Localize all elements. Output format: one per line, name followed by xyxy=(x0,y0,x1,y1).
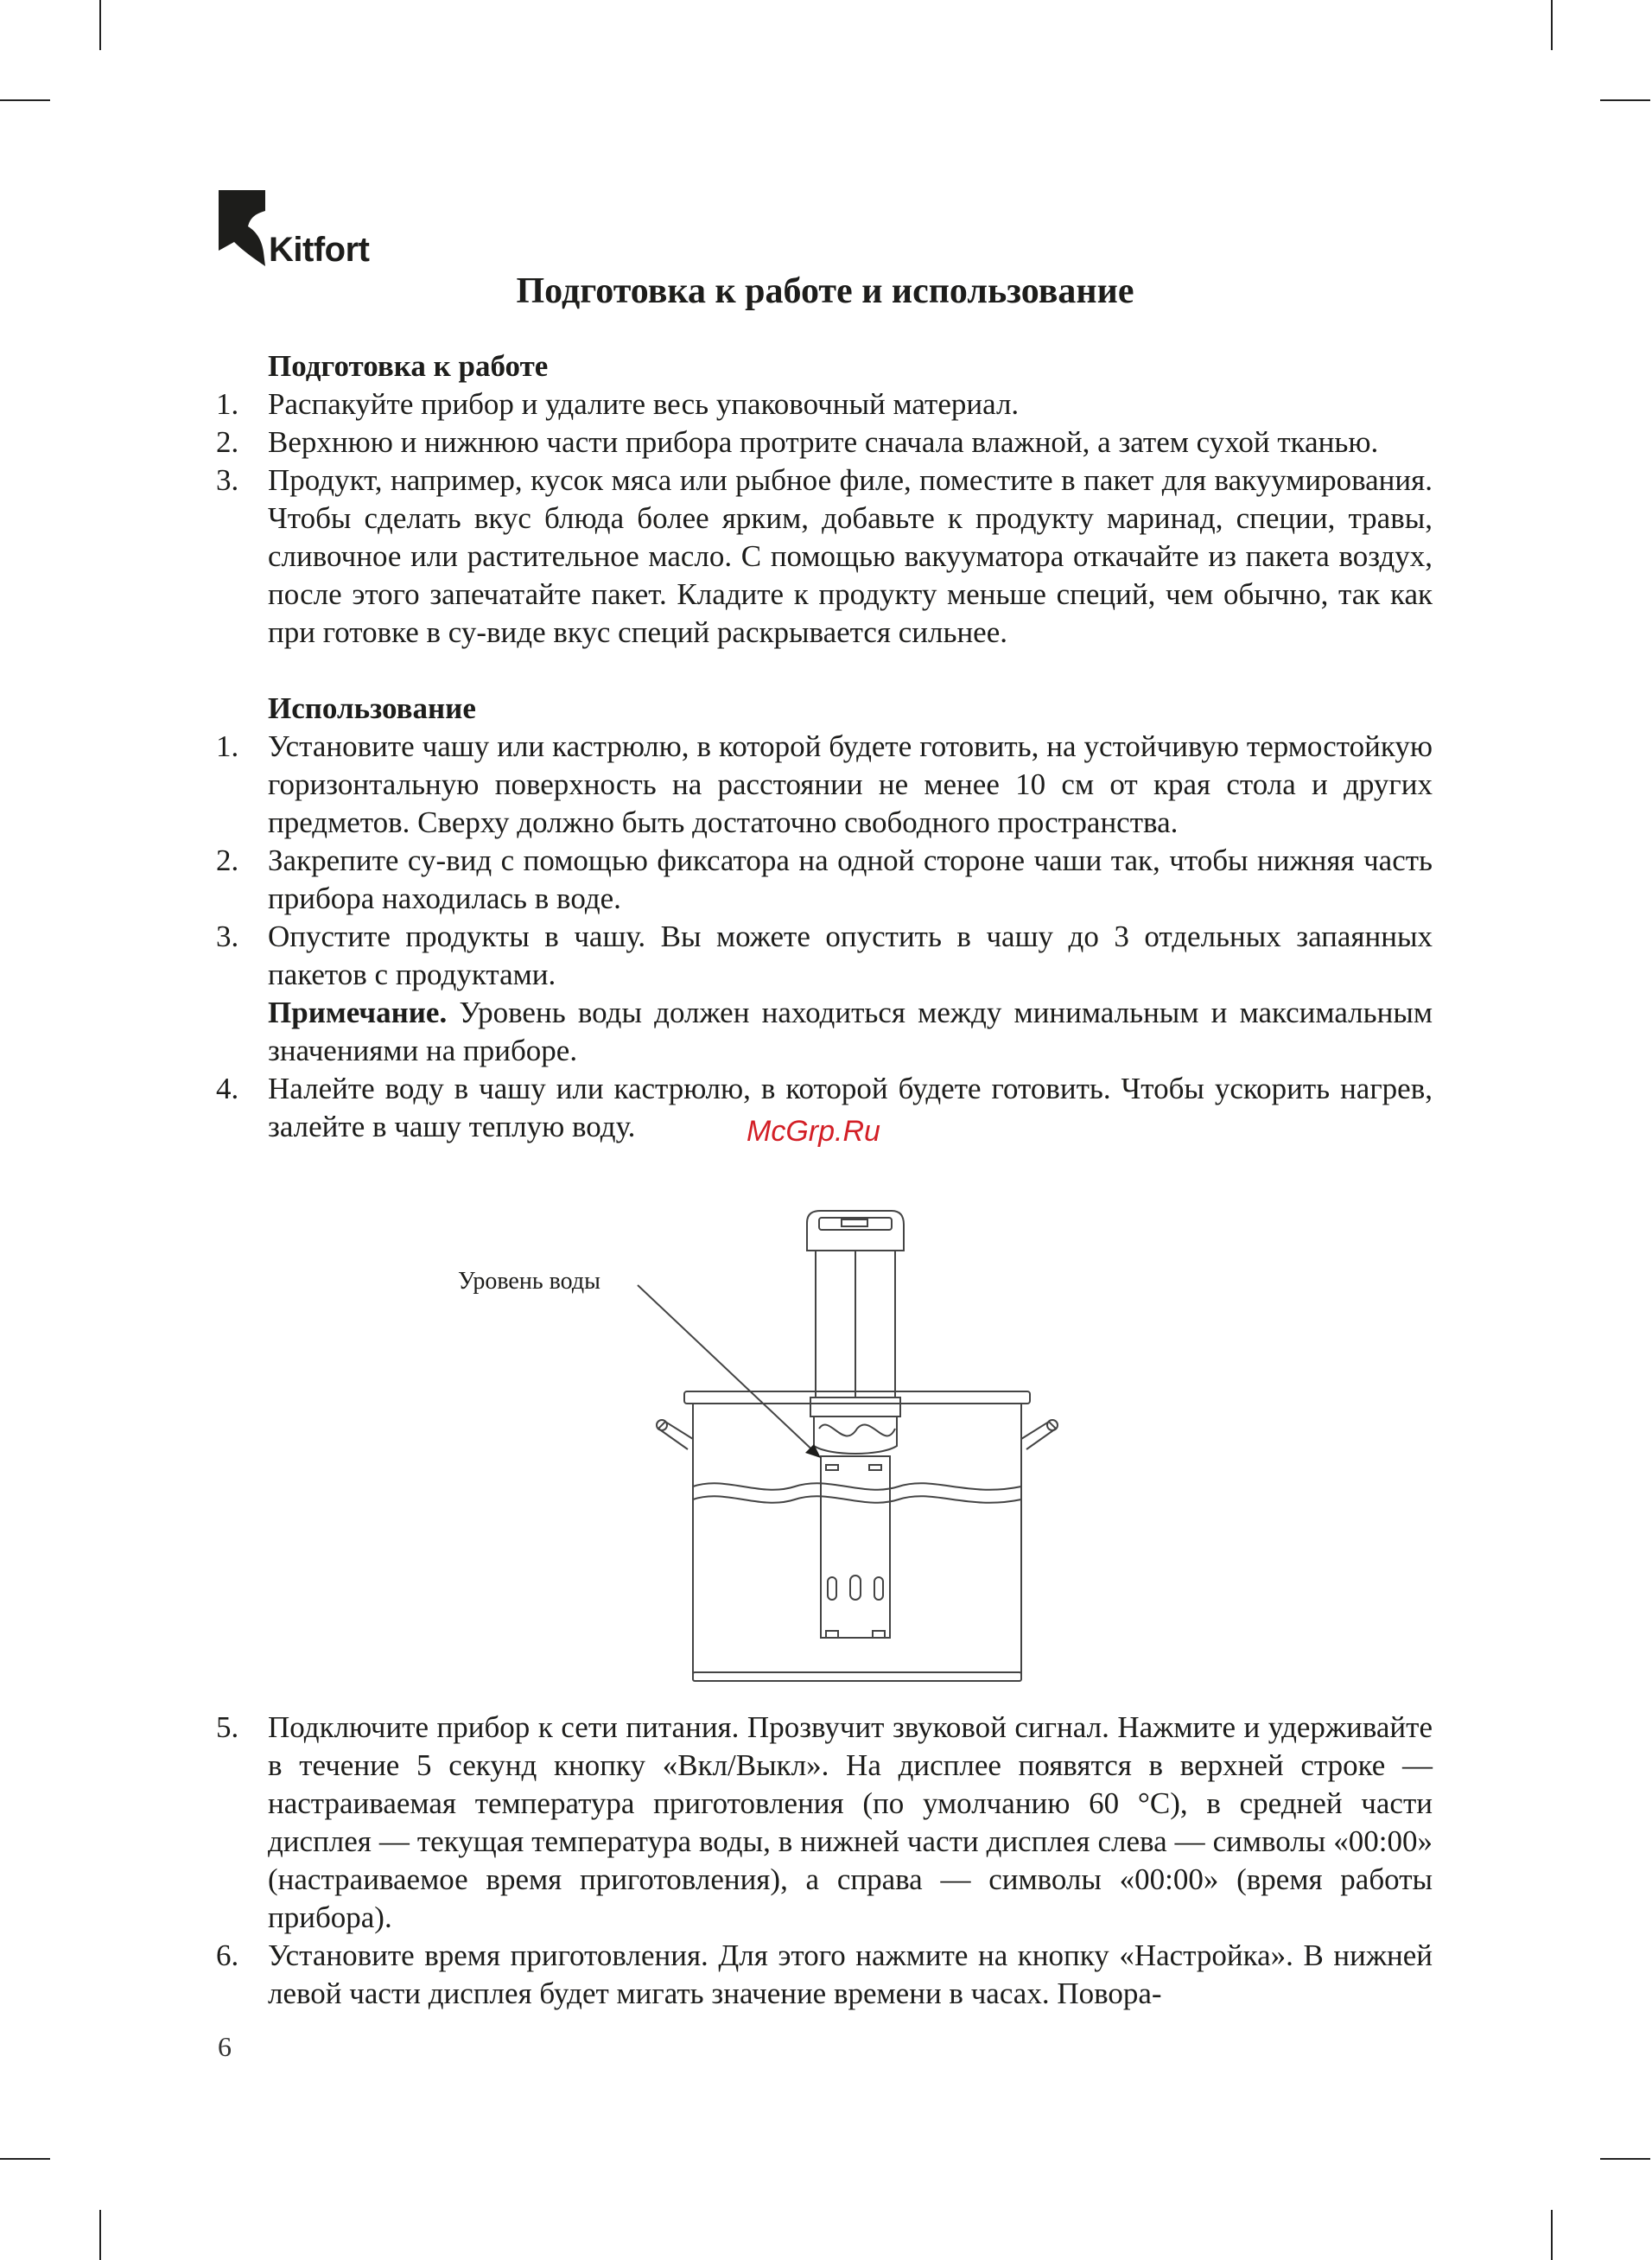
crop-mark xyxy=(1551,2210,1553,2260)
crop-mark xyxy=(0,99,50,101)
item-number: 1. xyxy=(216,387,239,421)
preparation-list xyxy=(216,385,1433,652)
usage-list xyxy=(216,728,1433,1146)
list-item xyxy=(216,1709,1433,1937)
sous-vide-diagram-icon xyxy=(458,1206,1080,1698)
list-item xyxy=(216,423,1433,462)
item-text: Опустите продукты в чашу. Вы можете опустить в чашу до 3 отдельных запаянных пакетов с продуктами. xyxy=(268,920,1433,991)
item-number: 3. xyxy=(216,920,239,953)
note-text: Уровень воды должен находиться между минимальным и максимальным значениями на приборе. xyxy=(268,996,1433,1067)
sous-vide-figure xyxy=(458,1206,1080,1698)
item-number: 3. xyxy=(216,463,239,497)
crop-mark xyxy=(0,2158,50,2160)
brand-name: Kitfort xyxy=(269,231,370,269)
item-text: Налейте воду в чашу или кастрюлю, в которой будете готовить. Чтобы ускорить нагрев, залейте в чашу теплую воду. xyxy=(268,1072,1433,1143)
item-text: Закрепите су-вид с помощью фиксатора на одной стороне чаши так, чтобы нижняя часть прибора находилась в воде. xyxy=(268,844,1433,915)
list-item xyxy=(216,728,1433,842)
kitfort-logo-icon xyxy=(217,188,269,268)
item-text: Установите чашу или кастрюлю, в которой будете готовить, на устойчивую термостойкую горизонтальную поверхность на расстоянии не менее 10 см от края стола и других предметов. Сверху должно быть достаточно свободного пространства. xyxy=(268,729,1433,839)
item-number: 1. xyxy=(216,729,239,763)
main-content xyxy=(216,347,1433,1146)
item-text: Установите время приготовления. Для этого нажмите на кнопку «Настройка». В нижней левой части дисплея будет мигать значение времени в часах. Повора- xyxy=(268,1939,1433,2010)
item-number: 2. xyxy=(216,425,239,459)
item-text: Верхнюю и нижнюю части прибора протрите сначала влажной, а затем сухой тканью. xyxy=(268,425,1379,459)
item-number: 5. xyxy=(216,1710,239,1744)
crop-mark xyxy=(99,2210,101,2260)
list-item xyxy=(216,1937,1433,2013)
item-number: 6. xyxy=(216,1939,239,1972)
main-content-continued xyxy=(216,1709,1433,2013)
item-text: Продукт, например, кусок мяса или рыбное филе, поместите в пакет для вакуумирования. Чтобы сделать вкус блюда более ярким, добавьте к продукту маринад, специи, травы, сливочное или растительное масло. С помощью вакууматора откачайте из пакета воздух, после этого запечатайте пакет. Кладите к продукту меньше специй, чем обычно, так как при готовке в су-виде вкус специй раскрывается сильнее. xyxy=(268,463,1433,649)
brand-logo xyxy=(217,188,390,275)
page-number: 6 xyxy=(218,2031,232,2062)
crop-mark xyxy=(1600,2158,1650,2160)
item-text: Распакуйте прибор и удалите весь упаковочный материал. xyxy=(268,387,1020,421)
item-number: 4. xyxy=(216,1072,239,1105)
list-item xyxy=(216,918,1433,1070)
item-number: 2. xyxy=(216,844,239,877)
list-item xyxy=(216,385,1433,423)
note xyxy=(268,994,1433,1070)
usage-heading: Использование xyxy=(268,691,476,725)
list-item xyxy=(216,462,1433,652)
crop-mark xyxy=(1600,99,1650,101)
crop-mark xyxy=(1551,0,1553,50)
note-label: Примечание. xyxy=(268,996,448,1029)
item-text: Подключите прибор к сети питания. Прозвучит звуковой сигнал. Нажмите и удерживайте в течение 5 секунд кнопку «Вкл/Выкл». На дисплее появятся в верхней строке — настраиваемая температура приготовления (по умолчанию 60 °C), в средней части дисплея — текущая температура воды, в нижней части дисплея слева — символы «00:00» (настраиваемое время приготовления), а справа — символы «00:00» (время работы прибора). xyxy=(268,1710,1433,1934)
usage-list-continued xyxy=(216,1709,1433,2013)
page-title: Подготовка к работе и использование xyxy=(516,271,1134,311)
crop-mark xyxy=(99,0,101,50)
figure-label: Уровень воды xyxy=(458,1268,600,1295)
preparation-heading: Подготовка к работе xyxy=(268,349,549,383)
watermark: McGrp.Ru xyxy=(747,1115,880,1148)
list-item xyxy=(216,842,1433,918)
